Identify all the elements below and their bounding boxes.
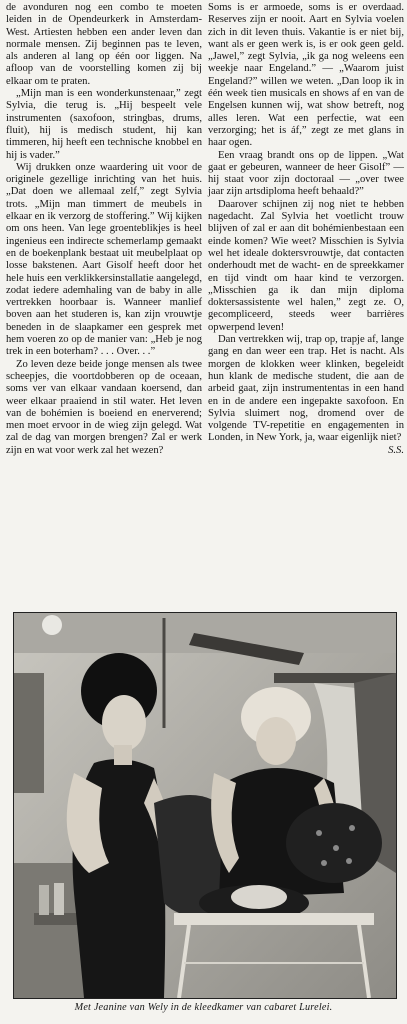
article-right-column — [208, 2, 404, 457]
dressing-room-photo — [13, 612, 397, 999]
paragraph: Dan vertrekken wij, trap op, trapje af, lange gang en dan weer een trap. Het is nacht. Als morgen de klokken weer klinken, begeleidt hun klank de medische student, die aan de arbeid gaat, zijn instrumententas in een hand en in de andere een ingepakte saxofoon. En Sylvia sluimert nog, dromend over de volgende TV-repetitie en engagementen in Londen, in New York, ja, waar eigenlijk niet? — [208, 334, 404, 444]
paragraph: Een vraag brandt ons op de lippen. „Wat gaat er gebeuren, wanneer de heer Gisolf” — hij staat voor zijn doctoraal — „over twee jaar zijn artsdiploma heeft behaald?” — [208, 149, 404, 198]
paragraph: Daarover schijnen zij nog niet te hebben nagedacht. Zal Sylvia het voetlicht trouw blijven of zal er aan dit bohémienbestaan een einde komen? Wie weet? Misschien is Sylvia wel het ideale doktersvrouwtje, dat contacten onderhoudt met de wacht- en de spreekkamer en tijd vindt om haar kind te verzorgen. „Misschien ga ik dan mijn diploma doktersassistente wel halen,” zegt ze. O, gecompliceerd, steeds weer barrières opwerpend leven! — [208, 198, 404, 333]
paragraph: Soms is er armoede, soms is er overdaad. Reserves zijn er nooit. Aart en Sylvia voelen zich in dit leven thuis. Vakantie is er niet bij, want als er geen werk is, is er ook geen geld. „Jawel,” zegt Sylvia, „ik ga nog weleens een weekje naar Engeland.” — „Waarom juist Engeland?” willen we weten. „Dan loop ik in één week tien musicals en shows af en van de Engelsen kunnen wij, wat show betreft, nog alles leren. Wat een perfectie, wat een verzorging; het is áf,” zegt ze met glans in haar ogen. — [208, 2, 404, 149]
article-left-column — [6, 2, 202, 457]
paragraph: de avonduren nog een combo te moeten leiden in de Opendeurkerk in Amsterdam-West. Artiesten hebben een ander leven dan normale mensen. Zij beginnen pas te leven, als anderen al lang op één oor liggen. Na afloop van de voorstelling komen zij bij elkaar om te praten. — [6, 2, 202, 87]
author-signature: S.S. — [388, 444, 404, 456]
paragraph: „Mijn man is een wonderkunstenaar,” zegt Sylvia, die terug is. „Hij bespeelt vele instrumenten (saxofoon, stringbas, drums, fluit), hij is medisch student, hij kan timmeren, hij heeft een technische knobbel en hij is vader.” — [6, 88, 202, 161]
paragraph: Wij drukken onze waardering uit voor de originele gezellige inrichting van het huis. „Dat doen we allemaal zelf,” zegt Sylvia trots. „Mijn man timmert de meubels in elkaar en ik verzorg de stoffering.” Wij kijken om ons heen. Van lege groenteblikjes is heel ingenieus een indirecte schemerlamp gemaakt en de boekenplank bestaat uit meubelplaat op losse bakstenen. Aart Gisolf heeft door het hele huis een verklikkersinstallatie aangelegd, zodat iedere ademhaling van de baby in alle vertrekken hoorbaar is. Wanneer manlief boven aan het studeren is, kan zijn vrouwtje beneden in de slaapkamer een gesprek met hem voeren zo op de manier van: „Heb je nog trek in een boterham? . . . Over. . .” — [6, 161, 202, 358]
photo-caption: Met Jeanine van Wely in de kleedkamer van cabaret Lurelei. — [74, 1002, 333, 1013]
paragraph: Zo leven deze beide jonge mensen als twee scheepjes, die voortdobberen op de oceaan, soms ver van elkaar vandaan koersend, dan weer elkaar praaiend in stil water. Het leven van de bohémien is boeiend en enerverend; men moet ervoor in de wieg zijn gelegd. Wat zal de dag van morgen brengen? Zal er werk zijn en wat voor werk zal het wezen? — [6, 358, 202, 456]
